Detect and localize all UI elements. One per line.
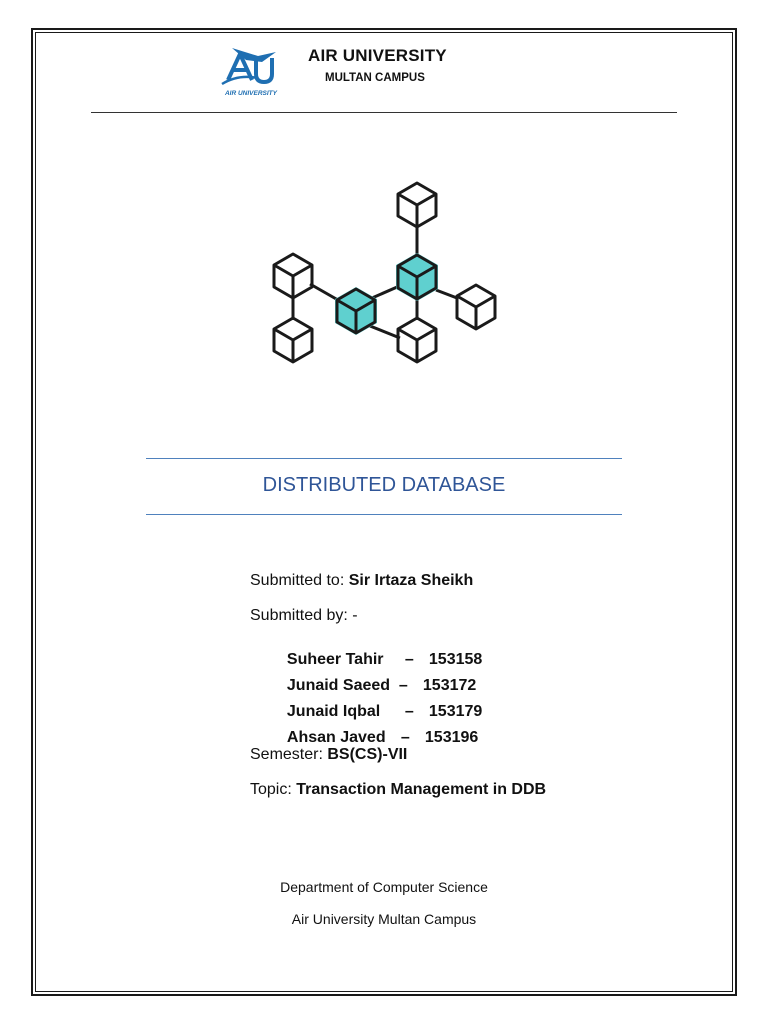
member-id: 153172 [422, 677, 477, 694]
document-title: DISTRIBUTED DATABASE [262, 474, 506, 496]
campus-name: MULTAN CAMPUS [325, 72, 425, 84]
header-divider [91, 112, 677, 113]
footer-campus-name: Air University Multan Campus [291, 911, 477, 927]
air-university-logo [218, 44, 284, 98]
member-name: Ahsan Javed [286, 729, 386, 746]
submitted-by-label: Submitted by: - [250, 607, 358, 624]
member-separator: – [398, 677, 408, 694]
university-name: AIR UNIVERSITY [308, 46, 447, 65]
submitted-to-line [250, 572, 473, 590]
submitted-to-value: Sir Irtaza Sheikh [348, 572, 474, 589]
member-id: 153196 [424, 729, 479, 746]
member-separator: – [404, 651, 414, 668]
semester-value: BS(CS)-VII [327, 746, 408, 763]
member-id: 153179 [428, 703, 483, 720]
member-id: 153158 [428, 651, 483, 668]
member-name: Junaid Saeed [286, 677, 391, 694]
topic-line [250, 781, 546, 799]
semester-line [250, 746, 407, 764]
title-rule-top [146, 458, 622, 459]
network-cubes-illustration [262, 180, 508, 372]
semester-label: Semester: [250, 746, 323, 763]
page-border-inner [35, 32, 733, 992]
member-separator: – [400, 729, 410, 746]
submitted-to-label: Submitted to: [250, 572, 345, 589]
department-name: Department of Computer Science [280, 879, 488, 895]
member-name: Suheer Tahir [286, 651, 384, 668]
member-name: Junaid Iqbal [286, 703, 381, 720]
topic-label: Topic: [250, 781, 292, 798]
member-separator: – [404, 703, 414, 720]
logo-text: AIR UNIVERSITY [224, 90, 278, 97]
topic-value: Transaction Management in DDB [296, 781, 547, 798]
member-row [278, 711, 478, 747]
title-rule-bottom [146, 514, 622, 515]
